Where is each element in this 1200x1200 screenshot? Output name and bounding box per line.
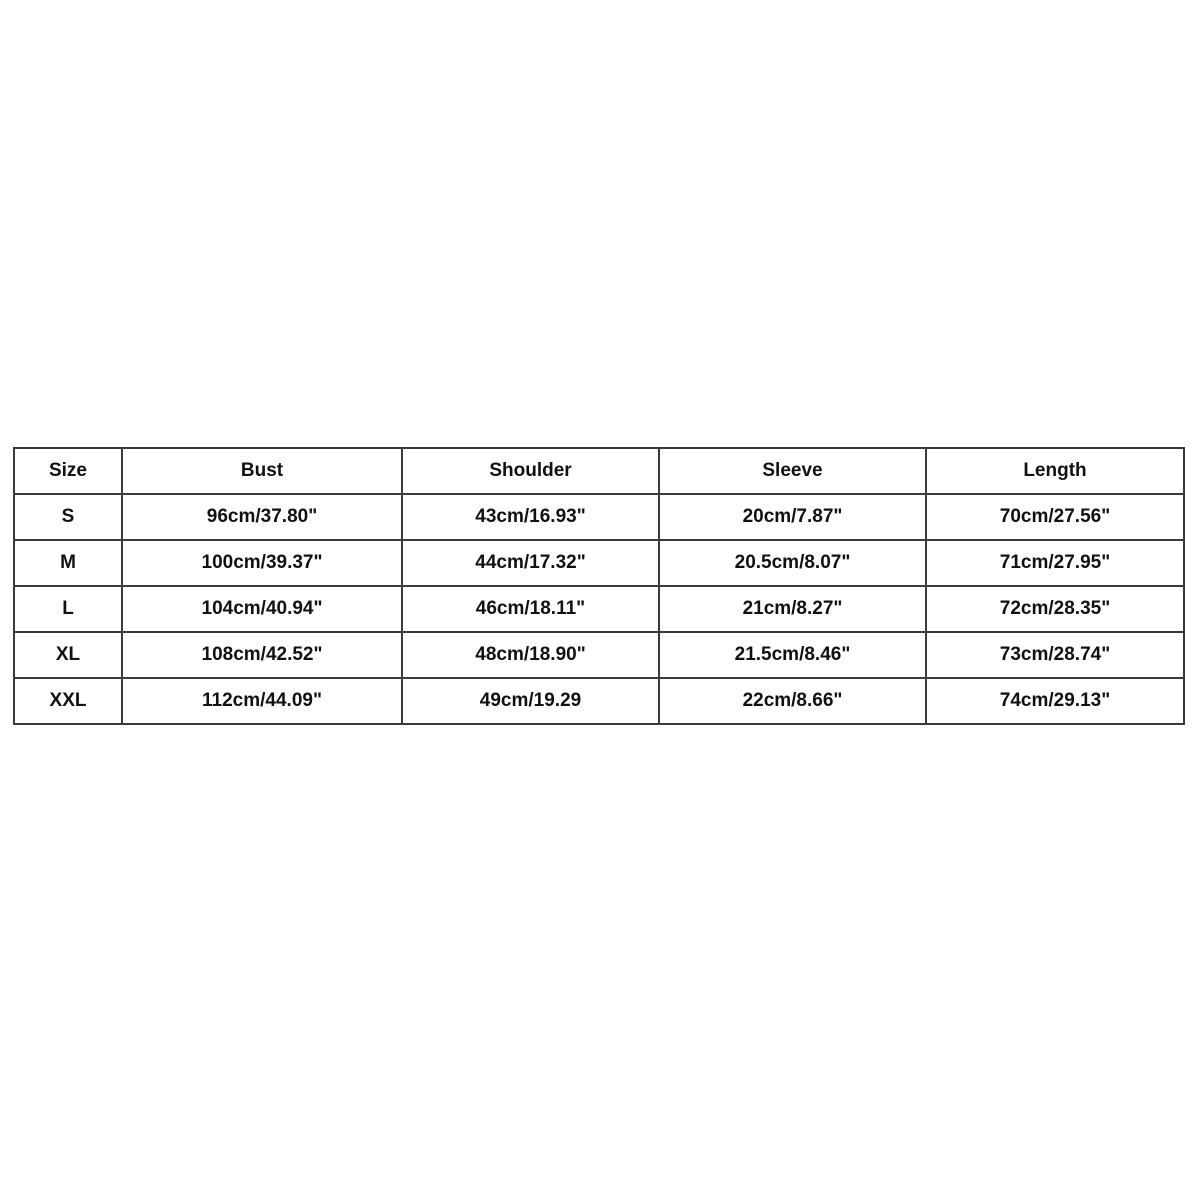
header-size: Size <box>14 448 122 494</box>
cell-sleeve: 21cm/8.27" <box>659 586 926 632</box>
header-sleeve: Sleeve <box>659 448 926 494</box>
cell-bust: 108cm/42.52" <box>122 632 402 678</box>
table-row <box>14 678 1184 724</box>
cell-sleeve: 20cm/7.87" <box>659 494 926 540</box>
cell-shoulder: 44cm/17.32" <box>402 540 659 586</box>
cell-sleeve: 21.5cm/8.46" <box>659 632 926 678</box>
cell-length: 74cm/29.13" <box>926 678 1184 724</box>
cell-bust: 112cm/44.09" <box>122 678 402 724</box>
cell-shoulder: 49cm/19.29 <box>402 678 659 724</box>
cell-shoulder: 48cm/18.90" <box>402 632 659 678</box>
cell-length: 72cm/28.35" <box>926 586 1184 632</box>
cell-sleeve: 20.5cm/8.07" <box>659 540 926 586</box>
size-chart-table <box>13 447 1185 725</box>
header-shoulder: Shoulder <box>402 448 659 494</box>
cell-size: S <box>14 494 122 540</box>
cell-shoulder: 46cm/18.11" <box>402 586 659 632</box>
cell-size: XXL <box>14 678 122 724</box>
cell-size: XL <box>14 632 122 678</box>
cell-length: 73cm/28.74" <box>926 632 1184 678</box>
header-bust: Bust <box>122 448 402 494</box>
cell-shoulder: 43cm/16.93" <box>402 494 659 540</box>
cell-bust: 96cm/37.80" <box>122 494 402 540</box>
cell-bust: 104cm/40.94" <box>122 586 402 632</box>
cell-length: 71cm/27.95" <box>926 540 1184 586</box>
table-row <box>14 540 1184 586</box>
table-row <box>14 494 1184 540</box>
cell-length: 70cm/27.56" <box>926 494 1184 540</box>
header-length: Length <box>926 448 1184 494</box>
cell-bust: 100cm/39.37" <box>122 540 402 586</box>
cell-sleeve: 22cm/8.66" <box>659 678 926 724</box>
table-row <box>14 586 1184 632</box>
cell-size: L <box>14 586 122 632</box>
table-header-row <box>14 448 1184 494</box>
table-row <box>14 632 1184 678</box>
cell-size: M <box>14 540 122 586</box>
